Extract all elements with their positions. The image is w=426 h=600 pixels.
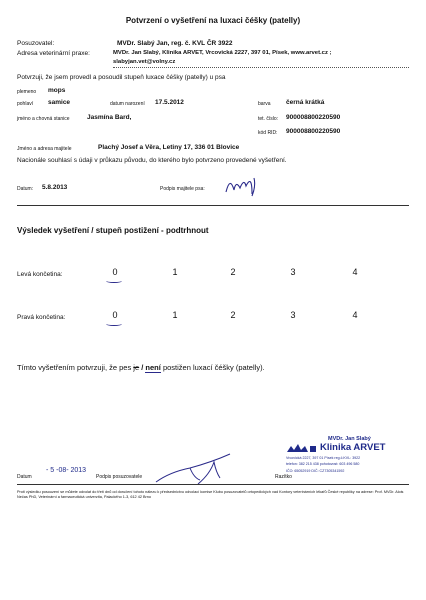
- bottom-datum-label: Datum: [17, 474, 32, 480]
- adresa-label: Adresa veterinární praxe:: [17, 50, 90, 57]
- clinic-logo-icon: [286, 442, 318, 454]
- right-grade-underline: [106, 322, 122, 326]
- tet-value: 900008800220590: [286, 114, 341, 121]
- datum-narozeni-value: 17.5.2012: [155, 99, 184, 106]
- razitko-label: Razítko: [275, 474, 292, 480]
- pohlavi-label: pohlaví: [17, 101, 34, 107]
- datum-narozeni-label: datum narození: [110, 101, 145, 107]
- owner-value: Plachý Josef a Věra, Letiny 17, 336 01 Blovice: [98, 144, 240, 151]
- jmeno-value: Jasmína Bard,: [87, 114, 132, 121]
- stamp-name: MVDr. Jan Slabý: [328, 436, 371, 442]
- confirm-sentence: [17, 363, 265, 372]
- adresa-email: slabyjan.vet@volny.cz: [113, 59, 176, 65]
- barva-label: barva: [258, 101, 271, 107]
- kod-label: kód RID:: [258, 130, 278, 136]
- stamp-line3: IČO: 65052919 DIČ: CZ7305341592: [286, 469, 345, 473]
- right-grade-0: 0: [112, 310, 118, 320]
- confirm-suffix: postižen luxací čéšky (patelly).: [162, 363, 265, 372]
- right-leg-label: Pravá končetina:: [17, 314, 66, 321]
- right-grade-3: 3: [290, 310, 296, 320]
- left-grade-underline: [106, 279, 122, 283]
- appeal-footnote: Proti výsledku posouzení se můžete odvolat do třetí dnů od doručení tohoto nálezu k předsednictvu odvolací komise Klubu posuzovatelů ortopedických vad Kontory veterinárních lékařů České republiky na adrese: Prof. MVDr. Alois Nečas PhD, Veterinární a farmaceutická univerzita, Palackého 1-3, 612 42 Brno: [17, 490, 404, 500]
- confirm-neni: není: [145, 363, 161, 372]
- bottom-datum-stamp: - 5 -08- 2013: [46, 467, 87, 474]
- stamp-line2: telefon: 382 215 438 pohotovost: 603 496 580: [286, 462, 360, 466]
- right-grade-1: 1: [172, 310, 178, 320]
- left-grade-4: 4: [352, 267, 358, 277]
- stamp-clinic: Klinika ARVET: [320, 442, 386, 453]
- pohlavi-value: samice: [48, 99, 71, 106]
- kod-value: 900008800220590: [286, 128, 341, 135]
- owner-signature-label: Podpis majitele psa:: [160, 186, 205, 192]
- posuzovatel-value: MVDr. Slabý Jan, reg. č. KVL ČR 3922: [117, 40, 233, 47]
- left-grade-3: 3: [290, 267, 296, 277]
- left-leg-label: Levá končetina:: [17, 271, 63, 278]
- intro-text: Potvrzuji, že jsem provedl a posoudil stupeň luxace čéšky (patelly) u psa: [17, 74, 226, 81]
- jmeno-label: jméno a chovná stanice: [17, 116, 70, 122]
- left-grade-1: 1: [172, 267, 178, 277]
- tet-label: tet. číslo:: [258, 116, 279, 122]
- plemeno-label: plemeno: [17, 89, 37, 95]
- vet-signature: [150, 448, 245, 488]
- owner-signature: [222, 170, 264, 200]
- confirm-prefix: Tímto vyšetřením potvrzuji, že pes: [17, 363, 132, 372]
- result-heading: Výsledek vyšetření / stupeň postižení - podtrhnout: [17, 226, 209, 235]
- page-title: Potvrzení o vyšetření na luxaci čéšky (patelly): [125, 16, 301, 25]
- confirm-slash: /: [141, 363, 144, 372]
- confirm-je: je: [133, 363, 140, 372]
- stamp-line1: Vrcovická 2227, 397 01 Písek reg.č.KVL: 3922: [286, 456, 361, 460]
- adresa-value: MVDr. Jan Slabý, Klinika ARVET, Vrcovická 2227, 397 01, Písek, www.arvet.cz ;: [113, 50, 332, 56]
- left-grade-2: 2: [230, 267, 236, 277]
- plemeno-value: mops: [48, 87, 66, 94]
- right-grade-4: 4: [352, 310, 358, 320]
- posuzovatel-label: Posuzovatel:: [17, 40, 55, 47]
- right-grade-2: 2: [230, 310, 236, 320]
- vet-signature-label: Podpis posuzovatele: [96, 474, 143, 480]
- barva-value: černá krátká: [286, 99, 325, 106]
- top-datum-value: 5.8.2013: [42, 184, 68, 191]
- left-grade-0: 0: [112, 267, 118, 277]
- consent-text: Nacionále souhlasí s údaji v průkazu původu, do kterého bylo potvrzeno provedené vyšetření.: [17, 157, 287, 164]
- clinic-stamp: [286, 436, 404, 488]
- owner-label: Jméno a adresa majitele: [17, 146, 72, 152]
- top-datum-label: Datum:: [17, 186, 34, 192]
